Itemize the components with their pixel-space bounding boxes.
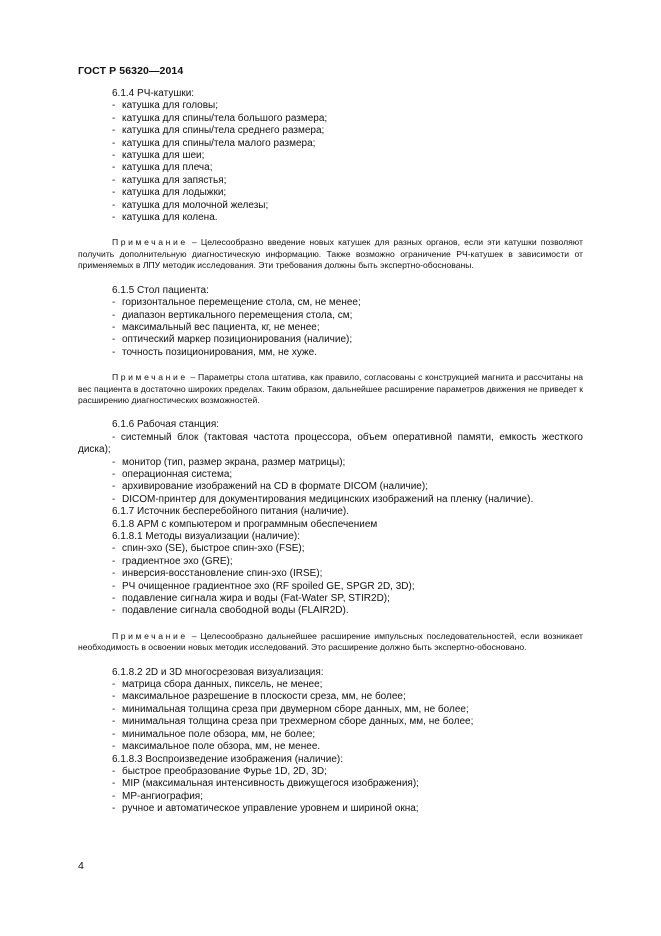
list-item-text: РЧ очищенное градиентное эхо (RF spoiled GE, SPGR 2D, 3D); — [122, 580, 415, 592]
list-dash: - — [112, 716, 116, 728]
list-item-text: градиентное эхо (GRE); — [122, 555, 233, 567]
list-dash: - — [112, 112, 116, 124]
list-item — [78, 212, 583, 224]
list-item-text: быстрое преобразование Фурье 1D, 2D, 3D; — [122, 765, 327, 777]
list-item — [78, 556, 583, 568]
list-dash: - — [112, 481, 116, 493]
list-dash: - — [112, 468, 116, 480]
list-item-text: катушка для спины/тела среднего размера; — [122, 125, 325, 137]
list-item-text: максимальное разрешение в плоскости среза, мм, не более; — [122, 691, 406, 703]
list-dash: - — [112, 297, 116, 309]
standard-header: ГОСТ Р 56320—2014 — [78, 65, 184, 77]
list-dash: - — [112, 456, 116, 468]
list-item-text: катушка для запястья; — [122, 174, 227, 186]
workstation-system-unit: - системный блок (тактовая частота процессора, объем оперативной памяти, емкость жесткого диска); — [78, 431, 583, 456]
list-item-text: катушка для спины/тела большого размера; — [122, 112, 328, 124]
list-dash: - — [112, 555, 116, 567]
note-label: Примечание — [112, 372, 188, 383]
list-item-text: катушка для спины/тела малого размера; — [122, 137, 316, 149]
list-item — [78, 593, 583, 605]
list-item — [78, 175, 583, 187]
list-dash: - — [112, 125, 116, 137]
list-dash: - — [112, 778, 116, 790]
list-item-text: горизонтальное перемещение стола, см, не менее; — [122, 297, 361, 309]
list-item — [78, 457, 583, 469]
note-label: Примечание — [112, 630, 188, 641]
list-item-text: МР-ангиография; — [122, 790, 203, 802]
list-dash: - — [112, 765, 116, 777]
list-rf-coils — [78, 100, 583, 224]
list-item-text: минимальная толщина среза при трехмерном сборе данных, мм, не более; — [122, 716, 474, 728]
list-item — [78, 469, 583, 481]
note-patient-table — [78, 372, 583, 406]
list-dash: - — [112, 150, 116, 162]
list-item-text: точность позиционирования, мм, не хуже. — [122, 346, 317, 358]
list-patient-table — [78, 297, 583, 359]
note-imaging-methods — [78, 631, 583, 654]
list-item — [78, 125, 583, 137]
list-item — [78, 200, 583, 212]
list-item-text: оптический маркер позиционирования (наличие); — [122, 334, 353, 346]
list-dash: - — [112, 174, 116, 186]
list-item — [78, 322, 583, 334]
list-multislice — [78, 679, 583, 753]
list-item-text: операционная система; — [122, 468, 233, 480]
list-item-text: подавление сигнала жира и воды (Fat-Water SP, STIR2D); — [122, 593, 390, 605]
list-item-text: ручное и автоматическое управление уровнем и шириной окна; — [122, 803, 419, 815]
list-item — [78, 100, 583, 112]
list-item — [78, 679, 583, 691]
list-dash: - — [112, 691, 116, 703]
list-dash: - — [112, 543, 116, 555]
list-item-text: минимальное поле обзора, мм, не более; — [122, 728, 316, 740]
section-title-6-1-5: 6.1.5 Стол пациента: — [112, 284, 209, 296]
list-item-text: максимальный вес пациента, кг, не менее; — [122, 321, 320, 333]
list-item — [78, 113, 583, 125]
section-title-6-1-7: 6.1.7 Источник бесперебойного питания (наличие). — [112, 506, 350, 518]
list-item — [78, 741, 583, 753]
list-item — [78, 297, 583, 309]
list-dash: - — [112, 199, 116, 211]
list-item — [78, 494, 583, 506]
list-dash: - — [112, 334, 116, 346]
list-item-text: катушка для плеча; — [122, 162, 213, 174]
list-item-text: катушка для головы; — [122, 100, 219, 112]
list-dash: - — [112, 803, 116, 815]
list-item — [78, 150, 583, 162]
section-title-6-1-8: 6.1.8 АРМ с компьютером и программным обеспечением — [112, 518, 378, 530]
list-item — [78, 791, 583, 803]
list-workstation — [78, 457, 583, 507]
list-dash: - — [112, 790, 116, 802]
note-text: – Параметры стола штатива, как правило, согласованы с конструкцией магнита и рассчитаны на вес пациента в достаточно широких пределах. Таким образом, дальнейшее расширение параметров движения не приведет к расширению диагностических возможностей. — [78, 372, 583, 405]
list-item — [78, 347, 583, 359]
section-title-6-1-8-3: 6.1.8.3 Воспроизведение изображения (наличие): — [112, 753, 344, 765]
list-dash: - — [112, 346, 116, 358]
list-item — [78, 187, 583, 199]
list-item-text: матрица сбора данных, пиксель, не менее; — [122, 679, 323, 691]
list-item-text: спин-эхо (SE), быстрое спин-эхо (FSE); — [122, 543, 305, 555]
list-image-reproduction — [78, 766, 583, 816]
page-number: 4 — [78, 860, 84, 872]
list-item — [78, 334, 583, 346]
list-dash: - — [112, 605, 116, 617]
list-item — [78, 543, 583, 555]
list-dash: - — [112, 162, 116, 174]
list-item — [78, 729, 583, 741]
document-body — [78, 88, 583, 816]
list-item — [78, 138, 583, 150]
list-item — [78, 568, 583, 580]
list-item-text: диапазон вертикального перемещения стола, см; — [122, 309, 353, 321]
list-item-text: катушка для лодыжки; — [122, 187, 227, 199]
list-item-text: архивирование изображений на CD в формате DICOM (наличие); — [122, 481, 428, 493]
list-dash: - — [112, 568, 116, 580]
list-item — [78, 581, 583, 593]
section-title-6-1-8-1: 6.1.8.1 Методы визуализации (наличие): — [112, 531, 301, 542]
list-item — [78, 481, 583, 493]
list-dash: - — [112, 321, 116, 333]
list-item — [78, 162, 583, 174]
list-imaging-methods — [78, 543, 583, 617]
list-item-text: минимальная толщина среза при двумерном сборе данных, мм, не более; — [122, 703, 469, 715]
list-dash: - — [112, 703, 116, 715]
list-item — [78, 691, 583, 703]
list-dash: - — [112, 580, 116, 592]
list-item-text: DICOM-принтер для документирования медицинских изображений на пленку (наличие). — [122, 493, 534, 505]
list-item-text: монитор (тип, размер экрана, размер матрицы); — [122, 456, 346, 468]
note-rf-coils — [78, 237, 583, 271]
list-dash: - — [112, 728, 116, 740]
note-text: – Целесообразно введение новых катушек для разных органов, если эти катушки позволяют получить дополнительную диагностическую информацию. Также возможно ограничение РЧ-катушек в зависимости от применяемых в ЛПУ методик исследования. Эти требования должны быть экспертно-обоснованы. — [78, 237, 583, 271]
list-dash: - — [112, 100, 116, 112]
note-label: Примечание — [112, 237, 188, 248]
list-item-text: катушка для шеи; — [122, 150, 205, 162]
list-item-text: подавление сигнала свободной воды (FLAIR2D). — [122, 605, 349, 617]
section-title-6-1-6: 6.1.6 Рабочая станция: — [112, 419, 220, 431]
section-title-6-1-8-2: 6.1.8.2 2D и 3D многосрезовая визуализация: — [112, 666, 324, 678]
list-dash: - — [112, 137, 116, 149]
list-item-text: катушка для колена. — [122, 212, 218, 224]
list-item-text: MIP (максимальная интенсивность движущегося изображения); — [122, 778, 419, 790]
list-dash: - — [112, 741, 116, 753]
list-item-text: катушка для молочной железы; — [122, 199, 269, 211]
list-item — [78, 605, 583, 617]
list-item — [78, 704, 583, 716]
list-item-text: максимальное поле обзора, мм, не менее. — [122, 741, 321, 753]
list-item — [78, 310, 583, 322]
list-dash: - — [112, 679, 116, 691]
list-dash: - — [112, 212, 116, 224]
section-title-6-1-4: 6.1.4 РЧ-катушки: — [112, 88, 195, 99]
note-text: – Целесообразно дальнейшее расширение импульсных последовательностей, если возникает необходимость в освоении новых методик исследований. Это расширение должно быть экспертно-обосновано. — [78, 630, 583, 653]
list-dash: - — [112, 309, 116, 321]
list-item — [78, 778, 583, 790]
list-dash: - — [112, 593, 116, 605]
list-dash: - — [112, 187, 116, 199]
list-item-text: инверсия-восстановление спин-эхо (IRSE); — [122, 568, 323, 580]
list-item — [78, 766, 583, 778]
list-item — [78, 716, 583, 728]
list-item — [78, 803, 583, 815]
list-dash: - — [112, 493, 116, 505]
